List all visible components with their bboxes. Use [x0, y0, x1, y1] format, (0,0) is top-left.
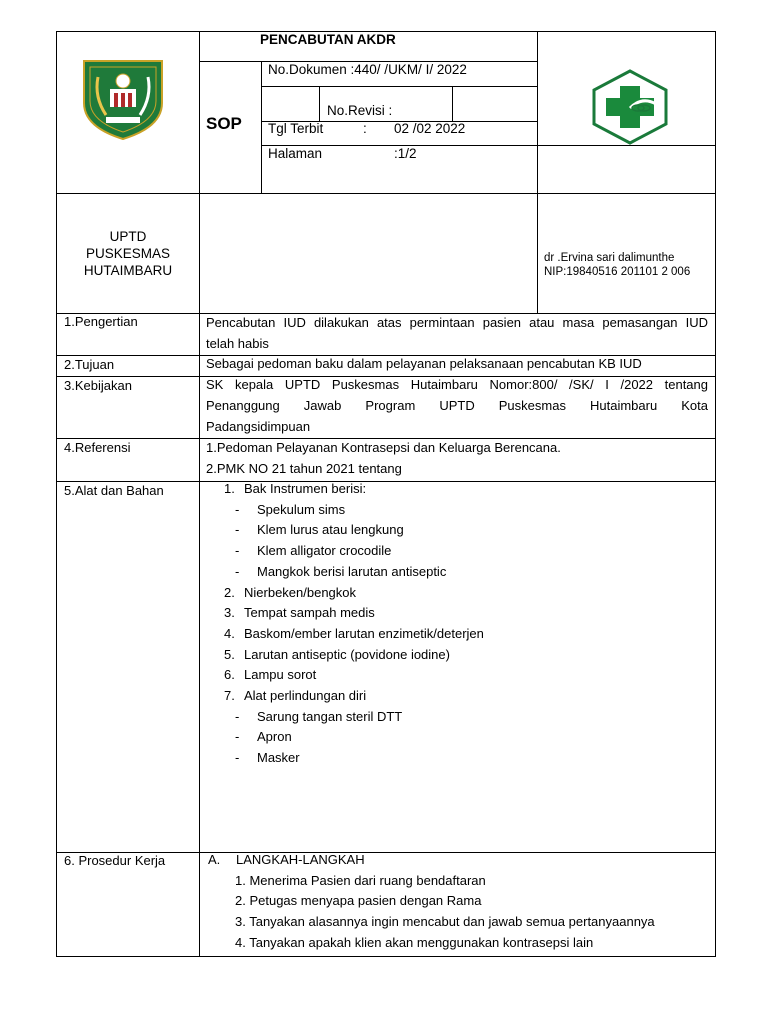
pengertian-text — [206, 312, 708, 354]
list-item — [206, 562, 484, 583]
document-number: No.Dokumen :440/ /UKM/ I/ 2022 — [268, 62, 467, 77]
referensi-item: 1.Pedoman Pelayanan Kontrasepsi dan Keluarga Berencana. — [206, 440, 561, 455]
kebijakan-text — [206, 374, 708, 437]
list-item — [206, 748, 484, 769]
referensi-item: 2.PMK NO 21 tahun 2021 tentang — [206, 461, 402, 476]
list-bullet: - — [235, 501, 240, 517]
list-number: 3. — [224, 605, 235, 621]
organization-line: HUTAIMBARU — [83, 263, 173, 278]
list-item — [206, 583, 484, 604]
list-text: Alat perlindungan diri — [244, 688, 367, 704]
heading-text: LANGKAH-LANGKAH — [236, 852, 365, 867]
issue-date-label: Tgl Terbit — [268, 121, 324, 136]
list-bullet: - — [235, 729, 240, 745]
heading-letter: A. — [208, 852, 221, 867]
list-number: 6. — [224, 667, 235, 683]
list-item — [206, 541, 484, 562]
list-text: Masker — [257, 750, 300, 766]
list-item — [206, 500, 484, 521]
kebijakan-line: Padangsidimpuan — [206, 419, 311, 434]
list-text: Spekulum sims — [257, 501, 346, 517]
list-text: Bak Instrumen berisi: — [244, 481, 367, 496]
page-value: :1/2 — [394, 146, 417, 161]
puskesmas-logo — [590, 68, 670, 146]
list-text: Klem lurus atau lengkung — [257, 522, 404, 538]
tujuan-text: Sebagai pedoman baku dalam pelayanan pelaksanaan pencabutan KB IUD — [206, 356, 642, 371]
kebijakan-line: Penanggung Jawab Program UPTD Puskesmas Hutaimbaru Kota — [206, 398, 708, 413]
list-item — [206, 479, 484, 500]
organization-line: PUSKESMAS — [85, 246, 171, 261]
section-label-pengertian: 1.Pengertian — [64, 314, 138, 329]
list-number: 2. — [224, 584, 235, 600]
list-number: 5. — [224, 646, 235, 662]
list-item — [206, 624, 484, 645]
sop-label: SOP — [206, 114, 242, 133]
section-label-kebijakan: 3.Kebijakan — [64, 378, 132, 393]
list-text: Nierbeken/bengkok — [244, 584, 357, 600]
issue-date-separator: : — [363, 121, 367, 136]
referensi-list — [206, 437, 561, 479]
prosedur-step: 2. Petugas menyapa pasien dengan Rama — [235, 893, 482, 909]
list-text: Lampu sorot — [244, 667, 317, 683]
list-text: Klem alligator crocodile — [257, 543, 392, 559]
revision-number: No.Revisi : — [327, 103, 393, 118]
signer-name: dr .Ervina sari dalimunthe — [544, 252, 675, 264]
list-number: 7. — [224, 688, 235, 704]
list-text: Tempat sampah medis — [244, 605, 375, 621]
list-number: 1. — [224, 481, 235, 496]
issue-date-value: 02 /02 2022 — [394, 121, 466, 136]
regional-emblem-logo — [80, 57, 166, 141]
list-text: Mangkok berisi larutan antiseptic — [257, 563, 447, 579]
prosedur-step: 1. Menerima Pasien dari ruang bendaftaran — [235, 872, 486, 888]
organization-name — [57, 228, 199, 279]
list-bullet: - — [235, 563, 240, 579]
organization-line: UPTD — [109, 229, 147, 244]
list-text: Larutan antiseptic (povidone iodine) — [244, 646, 450, 662]
list-item — [206, 603, 484, 624]
pengertian-line: telah habis — [206, 336, 269, 351]
page-label: Halaman — [268, 146, 323, 161]
prosedur-step: 3. Tanyakan alasannya ingin mencabut dan jawab semua pertanyaannya — [235, 914, 655, 930]
kebijakan-line: SK kepala UPTD Puskesmas Hutaimbaru Nomor:800/ /SK/ I /2022 tentang — [206, 377, 708, 392]
list-item — [206, 686, 484, 707]
list-item — [206, 727, 484, 748]
list-text: Sarung tangan steril DTT — [257, 708, 403, 724]
list-text: Baskom/ember larutan enzimetik/deterjen — [244, 625, 484, 641]
section-label-prosedur: 6. Prosedur Kerja — [64, 853, 166, 868]
section-label-alat: 5.Alat dan Bahan — [64, 483, 164, 498]
section-label-referensi: 4.Referensi — [64, 440, 131, 455]
list-item — [206, 645, 484, 666]
list-item — [206, 520, 484, 541]
list-bullet: - — [235, 750, 240, 766]
prosedur-step: 4. Tanyakan apakah klien akan menggunakan kontrasepsi lain — [235, 934, 594, 950]
prosedur-list — [206, 850, 655, 954]
list-text: Apron — [257, 729, 292, 745]
list-item — [206, 665, 484, 686]
alat-list — [206, 479, 484, 769]
list-bullet: - — [235, 522, 240, 538]
prosedur-heading — [206, 850, 655, 871]
list-number: 4. — [224, 625, 235, 641]
document-title: PENCABUTAN AKDR — [260, 32, 396, 47]
section-label-tujuan: 2.Tujuan — [64, 357, 115, 372]
list-item — [206, 707, 484, 728]
signer-nip: NIP:19840516 201101 2 006 — [544, 266, 691, 278]
list-bullet: - — [235, 543, 240, 559]
list-bullet: - — [235, 708, 240, 724]
pengertian-line: Pencabutan IUD dilakukan atas permintaan pasien atau masa pemasangan IUD — [206, 315, 708, 330]
